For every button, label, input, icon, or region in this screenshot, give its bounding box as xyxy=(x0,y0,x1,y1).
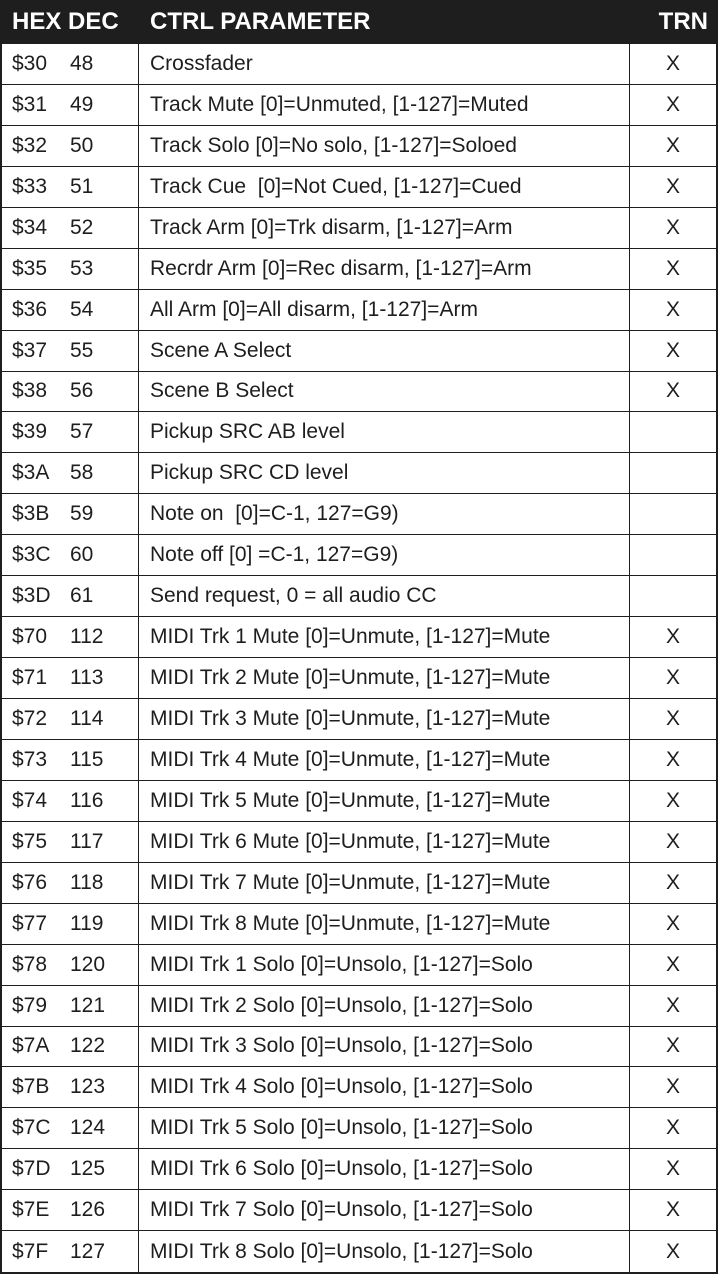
trn-cell: X xyxy=(665,174,680,198)
table-row xyxy=(2,331,716,372)
table-row xyxy=(2,1027,716,1068)
table-row xyxy=(2,904,716,945)
dec-value: 50 xyxy=(70,133,94,157)
table-row xyxy=(2,208,716,249)
dec-value: 122 xyxy=(70,1034,106,1058)
trn-cell: X xyxy=(665,92,680,116)
trn-cell: X xyxy=(665,1116,680,1140)
trn-cell xyxy=(630,412,716,452)
code-cell xyxy=(2,740,139,780)
hex-value: $7A xyxy=(12,1034,50,1058)
code-cell xyxy=(2,494,139,534)
trn-cell xyxy=(630,494,716,534)
dec-value: 59 xyxy=(70,502,94,526)
parameter-cell: Track Cue [0]=Not Cued, [1-127]=Cued xyxy=(139,167,630,207)
parameter-cell: Note on [0]=C-1, 127=G9) xyxy=(139,494,630,534)
parameter-cell: Pickup SRC CD level xyxy=(139,453,630,493)
code-cell xyxy=(2,1190,139,1230)
code-cell xyxy=(2,453,139,493)
code-cell xyxy=(2,372,139,412)
table-row xyxy=(2,863,716,904)
parameter-cell: MIDI Trk 8 Mute [0]=Unmute, [1-127]=Mute xyxy=(139,904,630,944)
parameter-cell: Crossfader xyxy=(139,44,630,84)
hex-value: $79 xyxy=(12,993,48,1017)
hex-value: $3A xyxy=(12,461,50,485)
trn-cell: X xyxy=(665,666,680,690)
dec-value: 127 xyxy=(70,1239,106,1263)
trn-cell: X xyxy=(665,1034,680,1058)
dec-value: 112 xyxy=(70,625,104,649)
trn-cell: X xyxy=(665,706,680,730)
code-cell xyxy=(2,290,139,330)
dec-value: 120 xyxy=(70,952,106,976)
hex-value: $37 xyxy=(12,338,48,362)
table-row xyxy=(2,945,716,986)
dec-value: 117 xyxy=(70,829,104,853)
parameter-cell: All Arm [0]=All disarm, [1-127]=Arm xyxy=(139,290,630,330)
code-cell xyxy=(2,699,139,739)
table-row xyxy=(2,44,716,85)
hex-value: $3C xyxy=(12,543,51,567)
trn-cell: X xyxy=(665,256,680,280)
trn-cell: X xyxy=(665,338,680,362)
parameter-cell: MIDI Trk 1 Mute [0]=Unmute, [1-127]=Mute xyxy=(139,617,630,657)
code-cell xyxy=(2,986,139,1026)
trn-cell: X xyxy=(665,1157,680,1181)
hex-value: $36 xyxy=(12,297,48,321)
dec-value: 55 xyxy=(70,338,94,362)
header-hex-dec: HEX DEC xyxy=(12,8,119,35)
trn-cell: X xyxy=(665,215,680,239)
parameter-cell: MIDI Trk 5 Mute [0]=Unmute, [1-127]=Mute xyxy=(139,781,630,821)
code-cell xyxy=(2,617,139,657)
table-row xyxy=(2,740,716,781)
table-row xyxy=(2,249,716,290)
dec-value: 124 xyxy=(70,1116,106,1140)
trn-cell: X xyxy=(665,788,680,812)
hex-value: $74 xyxy=(12,788,48,812)
dec-value: 123 xyxy=(70,1075,106,1099)
parameter-cell: MIDI Trk 4 Mute [0]=Unmute, [1-127]=Mute xyxy=(139,740,630,780)
table-row xyxy=(2,658,716,699)
table-row xyxy=(2,617,716,658)
hex-value: $71 xyxy=(12,666,48,690)
trn-cell xyxy=(630,535,716,575)
dec-value: 114 xyxy=(70,706,104,730)
parameter-cell: Track Arm [0]=Trk disarm, [1-127]=Arm xyxy=(139,208,630,248)
table-row xyxy=(2,372,716,413)
dec-value: 118 xyxy=(70,870,104,894)
header-trn: TRN xyxy=(658,8,708,35)
parameter-cell: MIDI Trk 3 Solo [0]=Unsolo, [1-127]=Solo xyxy=(139,1027,630,1067)
code-cell xyxy=(2,167,139,207)
table-row xyxy=(2,699,716,740)
dec-value: 113 xyxy=(70,666,104,690)
table-row xyxy=(2,576,716,617)
table-header xyxy=(2,0,716,44)
trn-cell: X xyxy=(665,625,680,649)
dec-value: 119 xyxy=(70,911,104,935)
hex-value: $38 xyxy=(12,379,48,403)
table-row xyxy=(2,1190,716,1231)
code-cell xyxy=(2,208,139,248)
table-row xyxy=(2,167,716,208)
parameter-cell: Track Mute [0]=Unmuted, [1-127]=Muted xyxy=(139,85,630,125)
hex-value: $7B xyxy=(12,1075,50,1099)
parameter-cell: MIDI Trk 6 Solo [0]=Unsolo, [1-127]=Solo xyxy=(139,1149,630,1189)
dec-value: 57 xyxy=(70,420,94,444)
hex-value: $31 xyxy=(12,92,48,116)
parameter-cell: MIDI Trk 3 Mute [0]=Unmute, [1-127]=Mute xyxy=(139,699,630,739)
hex-value: $30 xyxy=(12,51,48,75)
table-body xyxy=(2,44,716,1272)
code-cell xyxy=(2,535,139,575)
hex-value: $78 xyxy=(12,952,48,976)
code-cell xyxy=(2,576,139,616)
code-cell xyxy=(2,945,139,985)
dec-value: 54 xyxy=(70,297,94,321)
table-row xyxy=(2,290,716,331)
table-row xyxy=(2,822,716,863)
dec-value: 52 xyxy=(70,215,94,239)
parameter-cell: Recrdr Arm [0]=Rec disarm, [1-127]=Arm xyxy=(139,249,630,289)
table-row xyxy=(2,126,716,167)
trn-cell: X xyxy=(665,379,680,403)
code-cell xyxy=(2,412,139,452)
parameter-cell: MIDI Trk 8 Solo [0]=Unsolo, [1-127]=Solo xyxy=(139,1231,630,1272)
dec-value: 60 xyxy=(70,543,94,567)
trn-cell: X xyxy=(665,911,680,935)
dec-value: 58 xyxy=(70,461,94,485)
trn-cell xyxy=(630,453,716,493)
trn-cell: X xyxy=(665,51,680,75)
hex-value: $77 xyxy=(12,911,48,935)
code-cell xyxy=(2,781,139,821)
table-row xyxy=(2,85,716,126)
hex-value: $7D xyxy=(12,1157,51,1181)
code-cell xyxy=(2,1067,139,1107)
table-row xyxy=(2,494,716,535)
parameter-cell: Send request, 0 = all audio CC xyxy=(139,576,630,616)
hex-value: $73 xyxy=(12,747,48,771)
dec-value: 121 xyxy=(70,993,106,1017)
hex-value: $39 xyxy=(12,420,48,444)
parameter-cell: Track Solo [0]=No solo, [1-127]=Soloed xyxy=(139,126,630,166)
code-cell xyxy=(2,249,139,289)
code-cell xyxy=(2,1027,139,1067)
parameter-cell: MIDI Trk 2 Solo [0]=Unsolo, [1-127]=Solo xyxy=(139,986,630,1026)
dec-value: 51 xyxy=(70,174,94,198)
table-row xyxy=(2,412,716,453)
code-cell xyxy=(2,1231,139,1272)
trn-cell: X xyxy=(665,993,680,1017)
dec-value: 49 xyxy=(70,92,94,116)
parameter-cell: Note off [0] =C-1, 127=G9) xyxy=(139,535,630,575)
dec-value: 56 xyxy=(70,379,94,403)
code-cell xyxy=(2,126,139,166)
parameter-cell: MIDI Trk 4 Solo [0]=Unsolo, [1-127]=Solo xyxy=(139,1067,630,1107)
dec-value: 53 xyxy=(70,256,94,280)
trn-cell: X xyxy=(665,829,680,853)
table-row xyxy=(2,535,716,576)
table-row xyxy=(2,1231,716,1272)
parameter-cell: Scene B Select xyxy=(139,372,630,412)
hex-value: $32 xyxy=(12,133,48,157)
code-cell xyxy=(2,658,139,698)
trn-cell: X xyxy=(665,1239,680,1263)
code-cell xyxy=(2,331,139,371)
parameter-cell: MIDI Trk 7 Solo [0]=Unsolo, [1-127]=Solo xyxy=(139,1190,630,1230)
parameter-cell: MIDI Trk 7 Mute [0]=Unmute, [1-127]=Mute xyxy=(139,863,630,903)
header-ctrl-parameter: CTRL PARAMETER xyxy=(150,8,371,35)
parameter-cell: MIDI Trk 5 Solo [0]=Unsolo, [1-127]=Solo xyxy=(139,1108,630,1148)
dec-value: 126 xyxy=(70,1198,106,1222)
parameter-cell: Scene A Select xyxy=(139,331,630,371)
table-row xyxy=(2,1149,716,1190)
code-cell xyxy=(2,44,139,84)
trn-cell: X xyxy=(665,297,680,321)
hex-value: $7E xyxy=(12,1198,50,1222)
hex-value: $35 xyxy=(12,256,48,280)
hex-value: $70 xyxy=(12,625,48,649)
hex-value: $7C xyxy=(12,1116,51,1140)
dec-value: 125 xyxy=(70,1157,106,1181)
hex-value: $75 xyxy=(12,829,48,853)
parameter-cell: Pickup SRC AB level xyxy=(139,412,630,452)
code-cell xyxy=(2,822,139,862)
parameter-cell: MIDI Trk 2 Mute [0]=Unmute, [1-127]=Mute xyxy=(139,658,630,698)
trn-cell: X xyxy=(665,1075,680,1099)
parameter-cell: MIDI Trk 1 Solo [0]=Unsolo, [1-127]=Solo xyxy=(139,945,630,985)
dec-value: 61 xyxy=(70,584,94,608)
parameter-cell: MIDI Trk 6 Mute [0]=Unmute, [1-127]=Mute xyxy=(139,822,630,862)
table-row xyxy=(2,1108,716,1149)
trn-cell xyxy=(630,576,716,616)
hex-value: $76 xyxy=(12,870,48,894)
trn-cell: X xyxy=(665,1198,680,1222)
dec-value: 48 xyxy=(70,51,94,75)
hex-value: $33 xyxy=(12,174,48,198)
hex-value: $3D xyxy=(12,584,51,608)
trn-cell: X xyxy=(665,952,680,976)
code-cell xyxy=(2,863,139,903)
code-cell xyxy=(2,85,139,125)
code-cell xyxy=(2,904,139,944)
table-row xyxy=(2,1067,716,1108)
trn-cell: X xyxy=(665,133,680,157)
hex-value: $7F xyxy=(12,1239,49,1263)
table-row xyxy=(2,781,716,822)
trn-cell: X xyxy=(665,870,680,894)
hex-value: $3B xyxy=(12,502,50,526)
table-row xyxy=(2,453,716,494)
table-row xyxy=(2,986,716,1027)
code-cell xyxy=(2,1149,139,1189)
hex-value: $72 xyxy=(12,706,48,730)
dec-value: 116 xyxy=(70,788,104,812)
dec-value: 115 xyxy=(70,747,104,771)
hex-value: $34 xyxy=(12,215,48,239)
code-cell xyxy=(2,1108,139,1148)
trn-cell: X xyxy=(665,747,680,771)
